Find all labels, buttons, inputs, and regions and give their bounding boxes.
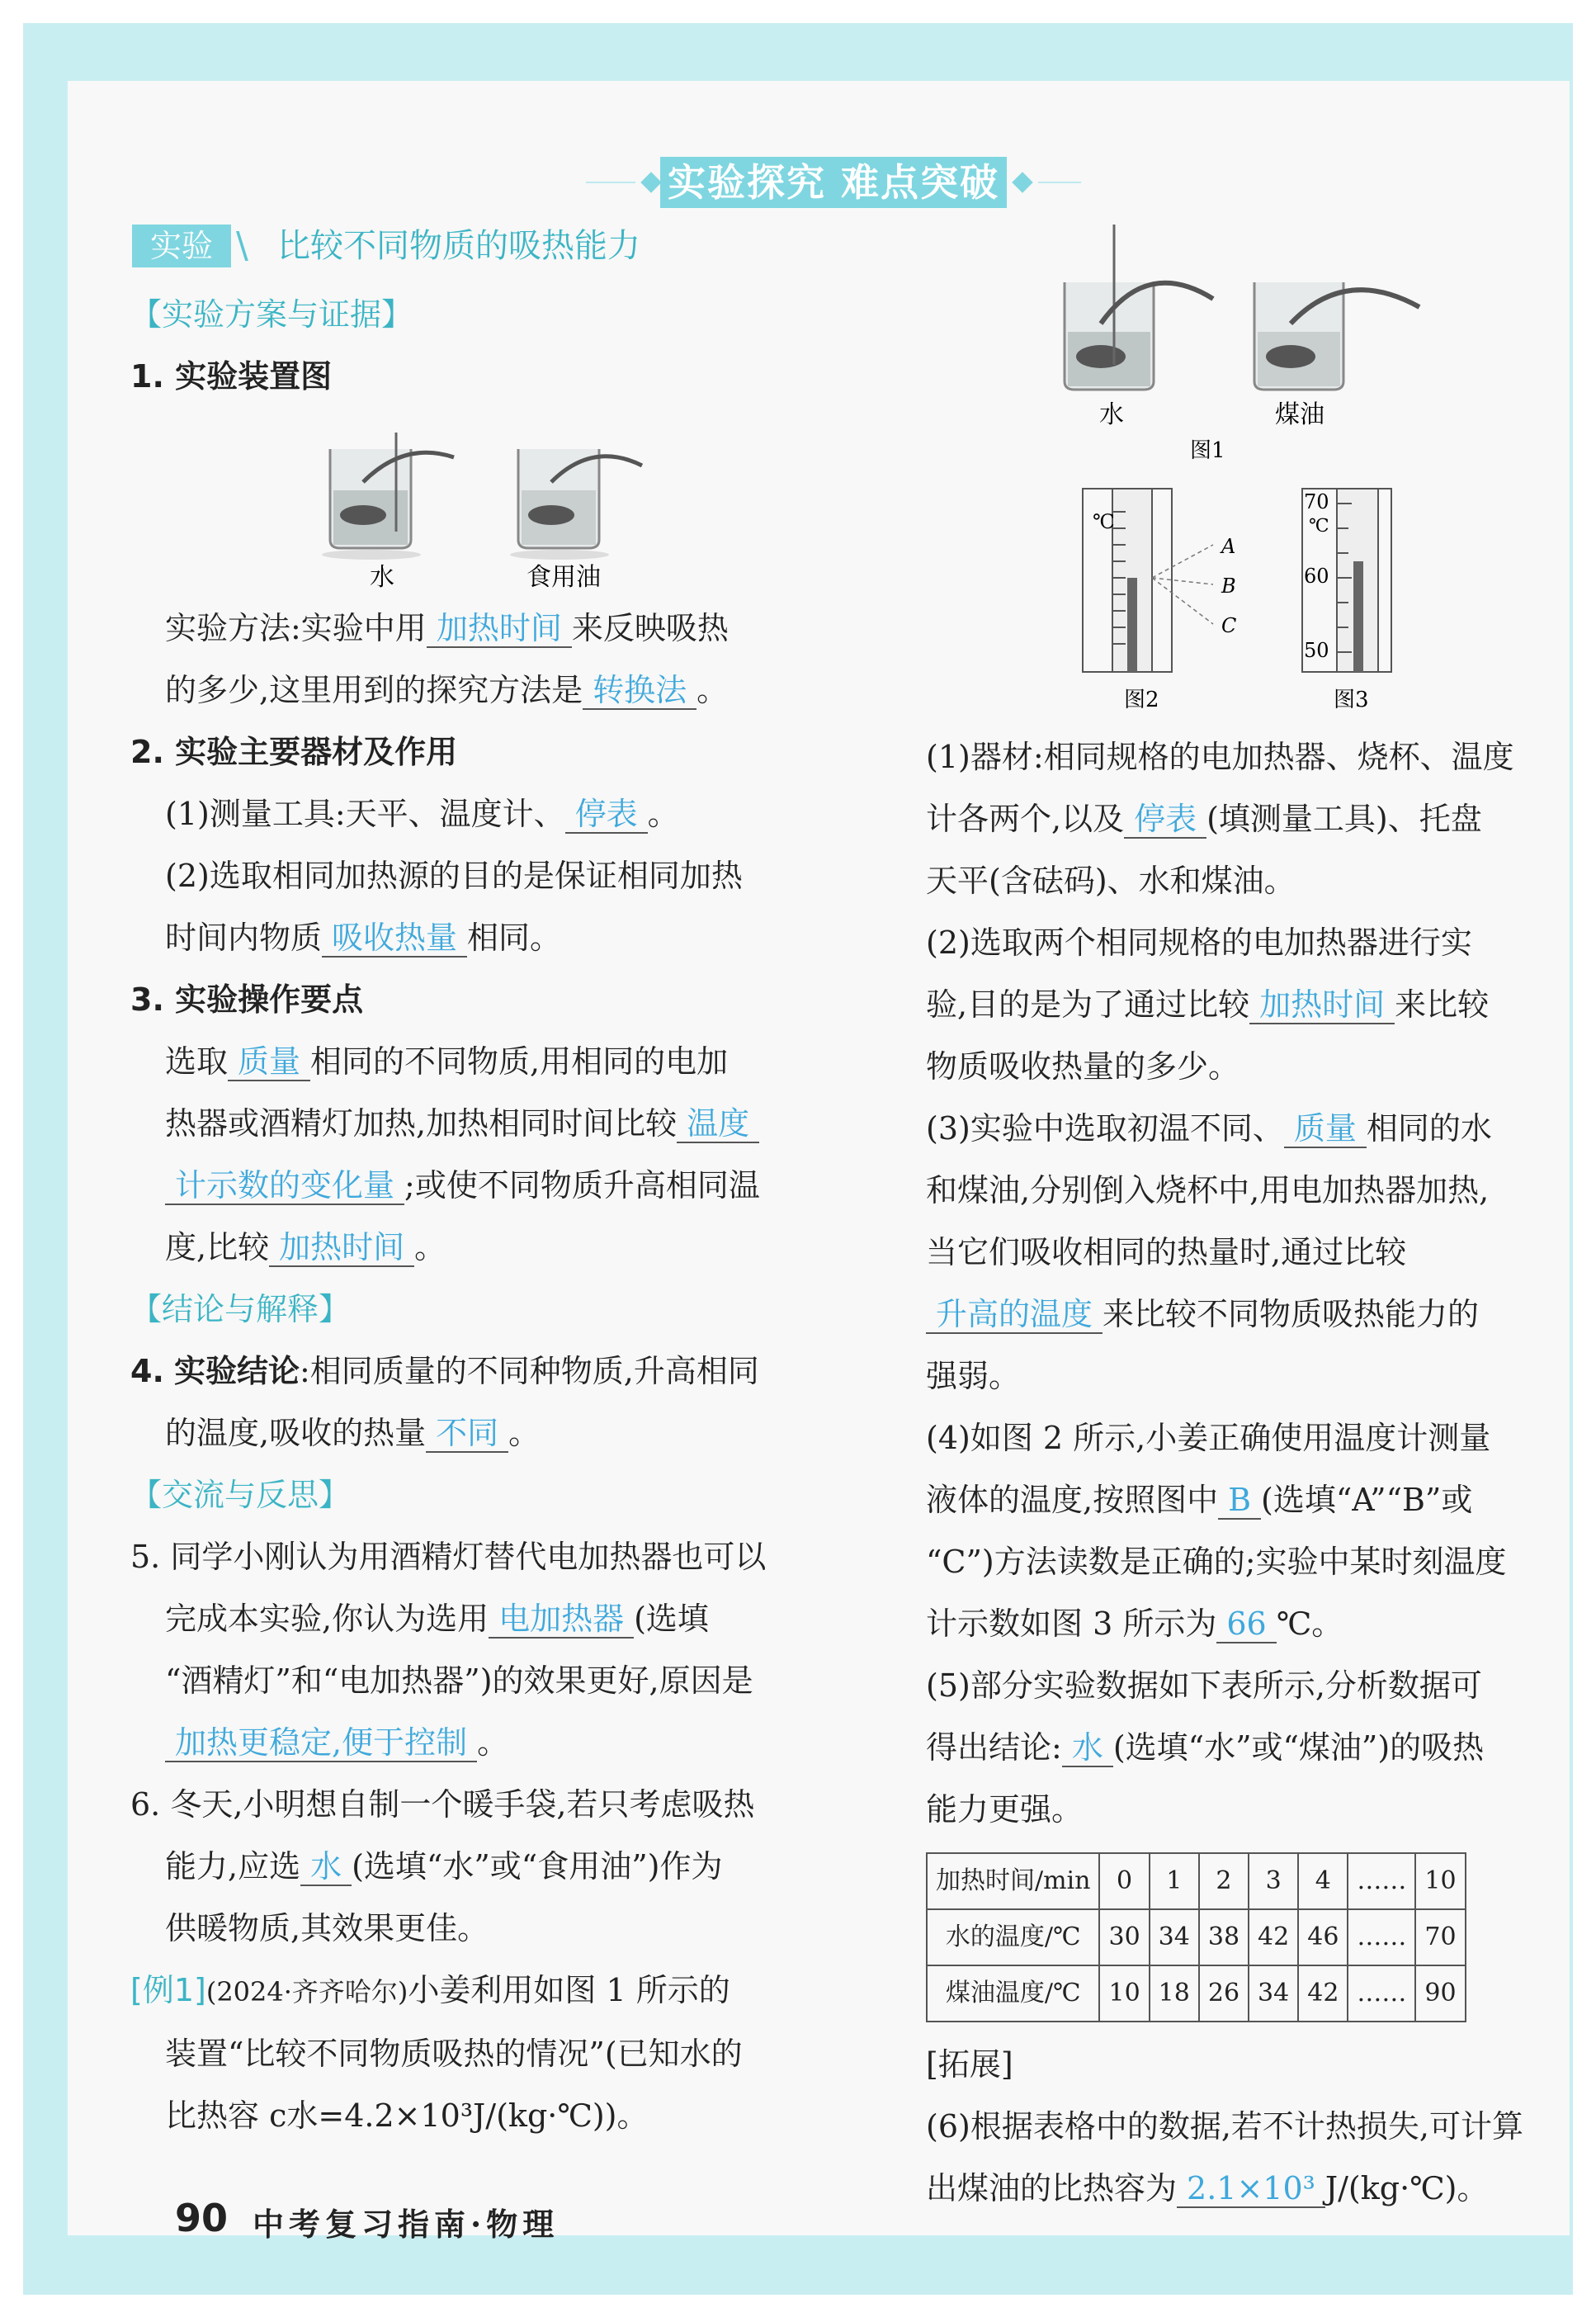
answer-temp-part1: 温度	[677, 1105, 759, 1143]
label-oil: 食用油	[526, 563, 601, 592]
answer-electric-heater: 电加热器	[489, 1601, 634, 1639]
answer-stopwatch: 停表	[565, 796, 648, 834]
apparatus-figure	[130, 408, 815, 598]
answer-conversion-method: 转换法	[583, 672, 696, 710]
experiment-tag: 实验	[132, 225, 231, 267]
example-tag: [例1]	[130, 1972, 206, 2008]
item-1-title: 1. 实验装置图	[130, 358, 333, 395]
section-conclusion: 【结论与解释】	[130, 1291, 351, 1327]
figure-2	[1083, 489, 1236, 712]
experiment-heading: 实验 \ 比较不同物质的吸热能力	[130, 216, 815, 276]
question-5: (5)部分实验数据如下表所示,分析数据可 得出结论: 水 (选填“水”或“煤油”)的吸热 能力更强。	[926, 1667, 1485, 1828]
r-answer-b: B	[1218, 1482, 1261, 1520]
item-2-text: (1)测量工具:天平、温度计、 停表 。 (2)选取相同加热源的目的是保证相同加热 时间内物质 吸收热量 相同。	[165, 796, 743, 956]
item-3-text: 选取 质量 相同的不同物质,用相同的电加 热器或酒精灯加热,加热相同时间比较 温度 计示数的变化量 ;或使不同物质升高相同温 度,比较 加热时间 。	[165, 1043, 760, 1265]
extension: [拓展] (6)根据表格中的数据,若不计热损失,可计算 出煤油的比热容为 2.1×10³ J/(kg·℃)。	[926, 2046, 1523, 2206]
section-reflection: 【交流与反思】	[130, 1477, 351, 1513]
fig1-label-water: 水	[1099, 400, 1124, 429]
fig2-label-c: C	[1221, 614, 1237, 637]
r-answer-temp-rise: 升高的温度	[926, 1296, 1103, 1334]
answer-different: 不同	[426, 1415, 508, 1453]
item-4: 4. 实验结论:相同质量的不同种物质,升高相同 的温度,吸收的热量 不同 。	[130, 1353, 759, 1451]
label-water: 水	[370, 563, 394, 592]
section-banner	[586, 145, 1081, 221]
table-row: 加热时间/min 0 1 2 3 4 …… 10	[927, 1853, 1466, 1909]
book-title: 中考复习指南·物理	[253, 2206, 560, 2243]
r-answer-water: 水	[1062, 1729, 1113, 1767]
answer-heating-time: 加热时间	[427, 610, 572, 648]
table-row: 水的温度/℃ 30 34 38 42 46 …… 70	[927, 1909, 1466, 1965]
fig2-unit: ℃	[1093, 510, 1115, 533]
extension-label: [拓展]	[926, 2046, 1013, 2083]
r-answer-stopwatch: 停表	[1124, 801, 1206, 839]
fig2-caption: 图2	[1124, 688, 1159, 712]
fig2-label-a: A	[1221, 535, 1236, 558]
page-number: 90	[175, 2196, 229, 2240]
fig1-caption: 图1	[1190, 438, 1225, 463]
fig2-label-b: B	[1221, 575, 1236, 598]
r-answer-mass: 质量	[1284, 1110, 1367, 1148]
right-column	[926, 726, 1561, 2220]
example-1: [例1](2024·齐齐哈尔)小姜利用如图 1 所示的 装置“比较不同物质吸热的情况”(已知水的 比热容 c水=4.2×10³J/(kg·℃))。	[130, 1972, 743, 2134]
figure-3	[1302, 489, 1391, 712]
item-3-title: 3. 实验操作要点	[130, 981, 364, 1018]
table-row: 煤油温度/℃ 10 18 26 34 42 …… 90	[927, 1965, 1466, 2022]
banner-title: 实验探究 难点突破	[667, 160, 999, 205]
item-6: 6. 冬天,小明想自制一个暖手袋,若只考虑吸热 能力,应选 水 (选填“水”或“食用油”)作为 供暖物质,其效果更佳。	[130, 1786, 755, 1946]
r-answer-heating-time: 加热时间	[1249, 986, 1395, 1024]
left-column	[130, 216, 815, 2147]
item-5: 5. 同学小刚认为用酒精灯替代电加热器也可以 完成本实验,你认为选用 电加热器 (选填 “酒精灯”和“电加热器”)的效果更好,原因是 加热更稳定,便于控制 。	[130, 1539, 767, 1761]
answer-water: 水	[300, 1848, 352, 1886]
question-2: (2)选取两个相同规格的电加热器进行实 验,目的是为了通过比较 加热时间 来比较 物质吸收热量的多少。	[926, 925, 1490, 1085]
section-plan: 【实验方案与证据】	[130, 296, 413, 333]
answer-stable-heating: 加热更稳定,便于控制	[165, 1724, 477, 1762]
answer-mass: 质量	[228, 1043, 310, 1081]
experiment-title: 比较不同物质的吸热能力	[277, 227, 640, 265]
fig3-tick-50: 50	[1304, 639, 1329, 662]
beakers-illustration	[130, 408, 815, 598]
fig3-tick-60: 60	[1304, 565, 1329, 588]
fig3-caption: 图3	[1334, 688, 1369, 712]
r-answer-specific-heat: 2.1×10³	[1177, 2170, 1325, 2208]
item-2-title: 2. 实验主要器材及作用	[130, 734, 458, 770]
fig1-label-oil: 煤油	[1275, 400, 1324, 429]
answer-temp-part2: 计示数的变化量	[165, 1167, 404, 1205]
answer-heat-absorbed: 吸收热量	[322, 920, 467, 958]
question-3: (3)实验中选取初温不同、 质量 相同的水 和煤油,分别倒入烧杯中,用电加热器加热, 当它们吸收相同的热量时,通过比较 升高的温度 来比较不同物质吸热能力的 强弱。	[926, 1110, 1492, 1394]
question-4: (4)如图 2 所示,小姜正确使用温度计测量 液体的温度,按照图中 B (选填“A”“B”或 “C”)方法读数是正确的;实验中某时刻温度 计示数如图 3 所示为 66 ℃。	[926, 1420, 1507, 1642]
answer-heating-time-2: 加热时间	[269, 1229, 414, 1267]
fig3-tick-70: 70	[1304, 490, 1329, 513]
data-table	[926, 1852, 1466, 2022]
item-1-text: 实验方法:实验中用 加热时间 来反映吸热 的多少,这里用到的探究方法是 转换法 。	[165, 610, 729, 708]
figure-1	[1040, 216, 1469, 472]
fig3-unit: ℃	[1309, 516, 1329, 537]
r-answer-66: 66	[1216, 1606, 1276, 1643]
question-1: (1)器材:相同规格的电加热器、烧杯、温度 计各两个,以及 停表 (填测量工具)、托盘 天平(含砝码)、水和煤油。	[926, 739, 1514, 899]
figures-2-3	[1073, 479, 1419, 718]
